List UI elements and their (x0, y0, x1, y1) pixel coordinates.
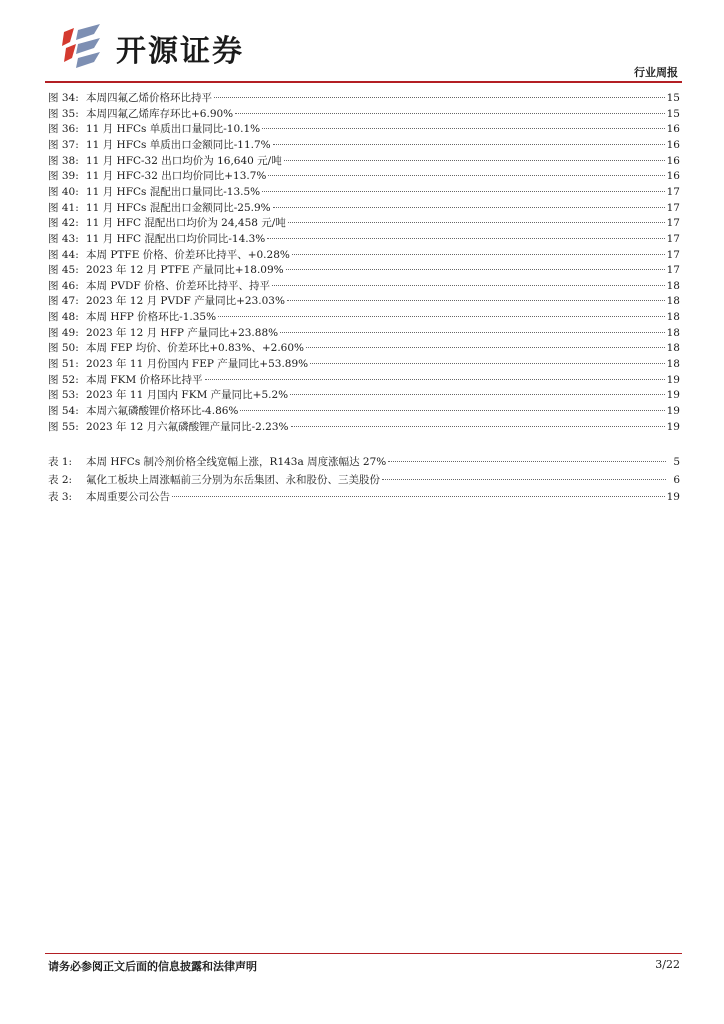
figure-entry[interactable] (48, 309, 680, 325)
brand-name: 开源证券 (116, 34, 244, 69)
figure-entry[interactable] (48, 293, 680, 309)
entry-page-number: 15 (666, 92, 680, 104)
entry-label: 图 50: (48, 342, 79, 355)
page-number: 3/22 (655, 958, 680, 971)
entry-title: 本周四氟乙烯价格环比持平 (86, 92, 212, 104)
entry-page-number: 18 (666, 342, 680, 355)
entry-label: 图 37: (48, 138, 79, 151)
leader-dots (306, 347, 665, 348)
entry-label: 图 38: (48, 154, 79, 167)
leader-dots (273, 207, 665, 208)
entry-title: 本周重要公司公告 (86, 491, 170, 503)
entry-label: 表 1: (48, 456, 73, 468)
leader-dots (290, 394, 665, 395)
leader-dots (382, 479, 666, 480)
entry-title: 本周六氟磷酸锂价格环比-4.86% (86, 405, 239, 417)
entry-label: 图 34: (48, 92, 79, 104)
entry-title: 11 月 HFC 混配出口均价为 24,458 元/吨 (86, 217, 286, 230)
entry-label: 图 49: (48, 326, 79, 339)
figure-entry[interactable] (48, 340, 680, 356)
entry-label: 图 45: (48, 264, 79, 277)
entry-page-number: 5 (673, 456, 680, 468)
leader-dots (214, 97, 665, 98)
figure-entry[interactable] (48, 200, 680, 216)
figure-entry[interactable] (48, 419, 680, 435)
entry-page-number: 18 (666, 326, 680, 339)
figure-entry[interactable] (48, 106, 680, 122)
entry-label: 图 44: (48, 248, 79, 261)
figure-entry[interactable] (48, 137, 680, 153)
leader-dots (240, 410, 664, 411)
entry-title: 2023 年 11 月份国内 FEP 产量同比+53.89% (86, 358, 309, 371)
entry-label: 图 36: (48, 123, 79, 136)
figure-entry[interactable] (48, 387, 680, 403)
entry-page-number: 6 (673, 473, 680, 486)
leader-dots (172, 496, 665, 497)
entry-label: 图 54: (48, 405, 79, 417)
figure-entry[interactable] (48, 325, 680, 341)
leader-dots (284, 160, 665, 161)
entry-page-number: 18 (666, 295, 680, 308)
figure-entry[interactable] (48, 215, 680, 231)
entry-title: 11 月 HFCs 混配出口金额同比-25.9% (86, 201, 271, 214)
entry-page-number: 16 (666, 138, 680, 151)
entry-title: 11 月 HFC-32 出口均价为 16,640 元/吨 (86, 154, 282, 167)
figure-entry[interactable] (48, 356, 680, 372)
entry-page-number: 19 (666, 405, 680, 417)
figure-entry[interactable] (48, 90, 680, 106)
entry-page-number: 17 (666, 201, 680, 214)
leader-dots (288, 222, 665, 223)
entry-title: 11 月 HFC 混配出口均价同比-14.3% (86, 232, 266, 245)
entry-label: 图 39: (48, 170, 79, 183)
entry-page-number: 19 (666, 491, 680, 503)
entry-page-number: 18 (666, 311, 680, 324)
entry-title: 2023 年 12 月 PVDF 产量同比+23.03% (86, 295, 285, 308)
leader-dots (267, 238, 664, 239)
entry-page-number: 19 (666, 389, 680, 402)
entry-title: 2023 年 12 月 PTFE 产量同比+18.09% (86, 264, 284, 277)
entry-title: 2023 年 12 月六氟磷酸锂产量同比-2.23% (86, 420, 289, 433)
figure-entry[interactable] (48, 153, 680, 169)
entry-label: 图 43: (48, 232, 79, 245)
entry-label: 表 3: (48, 491, 73, 503)
table-entry[interactable] (48, 454, 680, 470)
table-entry[interactable] (48, 472, 680, 488)
entry-label: 图 55: (48, 420, 79, 433)
leader-dots (287, 300, 665, 301)
entry-label: 图 47: (48, 295, 79, 308)
entry-title: 本周 FKM 价格环比持平 (86, 373, 203, 386)
report-type-label: 行业周报 (634, 66, 678, 79)
entry-page-number: 17 (666, 232, 680, 245)
entry-page-number: 18 (666, 358, 680, 371)
leader-dots (205, 379, 665, 380)
entry-label: 图 42: (48, 217, 79, 230)
entry-title: 2023 年 11 月国内 FKM 产量同比+5.2% (86, 389, 289, 402)
figure-entry[interactable] (48, 247, 680, 263)
entry-page-number: 16 (666, 154, 680, 167)
figure-entry[interactable] (48, 372, 680, 388)
entry-title: 本周 PTFE 价格、价差环比持平、+0.28% (86, 248, 290, 261)
entry-page-number: 15 (666, 107, 680, 120)
entry-label: 图 53: (48, 389, 79, 402)
leader-dots (291, 426, 665, 427)
leader-dots (388, 461, 666, 462)
figure-entry[interactable] (48, 278, 680, 294)
entry-page-number: 17 (666, 185, 680, 198)
entry-label: 表 2: (48, 473, 73, 486)
entry-label: 图 40: (48, 185, 79, 198)
entry-title: 本周四氟乙烯库存环比+6.90% (86, 107, 234, 120)
leader-dots (268, 175, 664, 176)
figure-entry[interactable] (48, 121, 680, 137)
entry-title: 2023 年 12 月 HFP 产量同比+23.88% (86, 326, 279, 339)
entry-page-number: 17 (666, 264, 680, 277)
entry-label: 图 48: (48, 311, 79, 324)
entry-page-number: 19 (666, 373, 680, 386)
leader-dots (272, 285, 665, 286)
figure-entry[interactable] (48, 262, 680, 278)
footer-divider (45, 953, 682, 954)
disclaimer-note: 请务必参阅正文后面的信息披露和法律声明 (48, 960, 257, 973)
brand-logo (60, 22, 300, 70)
entry-label: 图 51: (48, 358, 79, 371)
entry-page-number: 18 (666, 279, 680, 292)
entry-title: 本周 HFCs 制冷剂价格全线宽幅上涨，R143a 周度涨幅达 27% (86, 456, 387, 468)
entry-label: 图 35: (48, 107, 79, 120)
header-divider (45, 81, 682, 83)
page-header (0, 0, 724, 84)
entry-title: 11 月 HFCs 混配出口量同比-13.5% (86, 185, 261, 198)
entry-title: 11 月 HFC-32 出口均价同比+13.7% (86, 170, 267, 183)
entry-label: 图 41: (48, 201, 79, 214)
entry-title: 本周 HFP 价格环比-1.35% (86, 311, 217, 324)
entry-title: 11 月 HFCs 单质出口金额同比-11.7% (86, 138, 271, 151)
figure-entry[interactable] (48, 231, 680, 247)
entry-title: 氟化工板块上周涨幅前三分别为东岳集团、永和股份、三美股份 (86, 473, 380, 486)
leader-dots (286, 269, 665, 270)
entry-title: 本周 PVDF 价格、价差环比持平、持平 (86, 279, 271, 292)
entry-page-number: 17 (666, 217, 680, 230)
entry-page-number: 19 (666, 420, 680, 433)
entry-page-number: 16 (666, 170, 680, 183)
leader-dots (292, 254, 665, 255)
entry-page-number: 16 (666, 123, 680, 136)
leader-dots (262, 128, 664, 129)
entry-label: 图 52: (48, 373, 79, 386)
leader-dots (310, 363, 665, 364)
leader-dots (262, 191, 664, 192)
brand-logo-icon (60, 22, 108, 70)
table-entry[interactable] (48, 489, 680, 505)
figure-entry[interactable] (48, 184, 680, 200)
leader-dots (235, 113, 664, 114)
leader-dots (280, 332, 665, 333)
figure-entry[interactable] (48, 403, 680, 419)
leader-dots (273, 144, 665, 145)
entry-page-number: 17 (666, 248, 680, 261)
leader-dots (218, 316, 665, 317)
entry-title: 本周 FEP 均价、价差环比+0.83%、+2.60% (86, 342, 304, 355)
entry-label: 图 46: (48, 279, 79, 292)
figure-entry[interactable] (48, 168, 680, 184)
entry-title: 11 月 HFCs 单质出口量同比-10.1% (86, 123, 261, 136)
